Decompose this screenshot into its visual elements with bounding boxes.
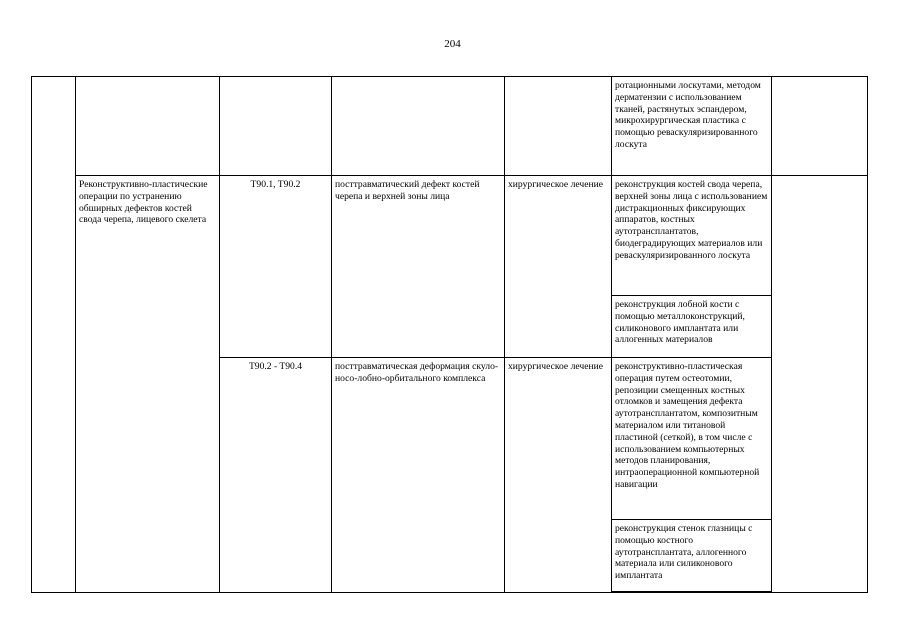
method-cell: реконструктивно-пластическая операция путем остеотомии, репозиции смещенных костных отломков и замещения дефекта аутотрансплантатом, композитным материалом или титановой пластиной (сеткой), в том числе с использованием компьютерных методов планирования, интраоперационной компьютерной навигации xyxy=(612,358,772,520)
method-cell: ротационными лоскутами, методом дерматензии с использованием тканей, растянутых эспандером, микрохирургическая пластика с помощью реваскуляризированного лоскута xyxy=(612,77,772,176)
method-cell: реконструкция стенок глазницы с помощью костного аутотрансплантата, аллогенного материала или силиконового имплантата xyxy=(612,520,772,592)
method-cell-empty xyxy=(612,592,772,593)
treatment-cell: хирургическое лечение xyxy=(505,358,612,593)
page-number: 204 xyxy=(444,38,461,50)
group-name-cell xyxy=(76,77,220,176)
method-cell: реконструкция лобной кости с помощью металлоконструкций, силиконового имплантата или аллогенных материалов xyxy=(612,296,772,358)
condition-cell xyxy=(332,77,505,176)
table-row xyxy=(32,176,868,296)
medical-care-table xyxy=(31,76,868,593)
condition-cell: посттравматическая деформация скуло-носо-лобно-орбитального комплекса xyxy=(332,358,505,593)
condition-cell: посттравматический дефект костей черепа и верхней зоны лица xyxy=(332,176,505,358)
group-name-cell: Реконструктивно-пластические операции по устранению обширных дефектов костей свода черепа, лицевого скелета xyxy=(76,176,220,593)
number-cell xyxy=(32,77,76,593)
method-cell: реконструкция костей свода черепа, верхней зоны лица с использованием дистракционных фиксирующих аппаратов, костных аутотрансплантатов, биодеградирующих материалов или реваскуляризированного лоскута xyxy=(612,176,772,296)
norm-cell xyxy=(772,77,868,176)
codes-cell xyxy=(220,77,332,176)
table-row xyxy=(32,77,868,176)
treatment-cell xyxy=(505,77,612,176)
treatment-cell: хирургическое лечение xyxy=(505,176,612,358)
norm-cell xyxy=(772,176,868,593)
codes-cell: T90.1, T90.2 xyxy=(220,176,332,358)
codes-cell: T90.2 - T90.4 xyxy=(220,358,332,593)
